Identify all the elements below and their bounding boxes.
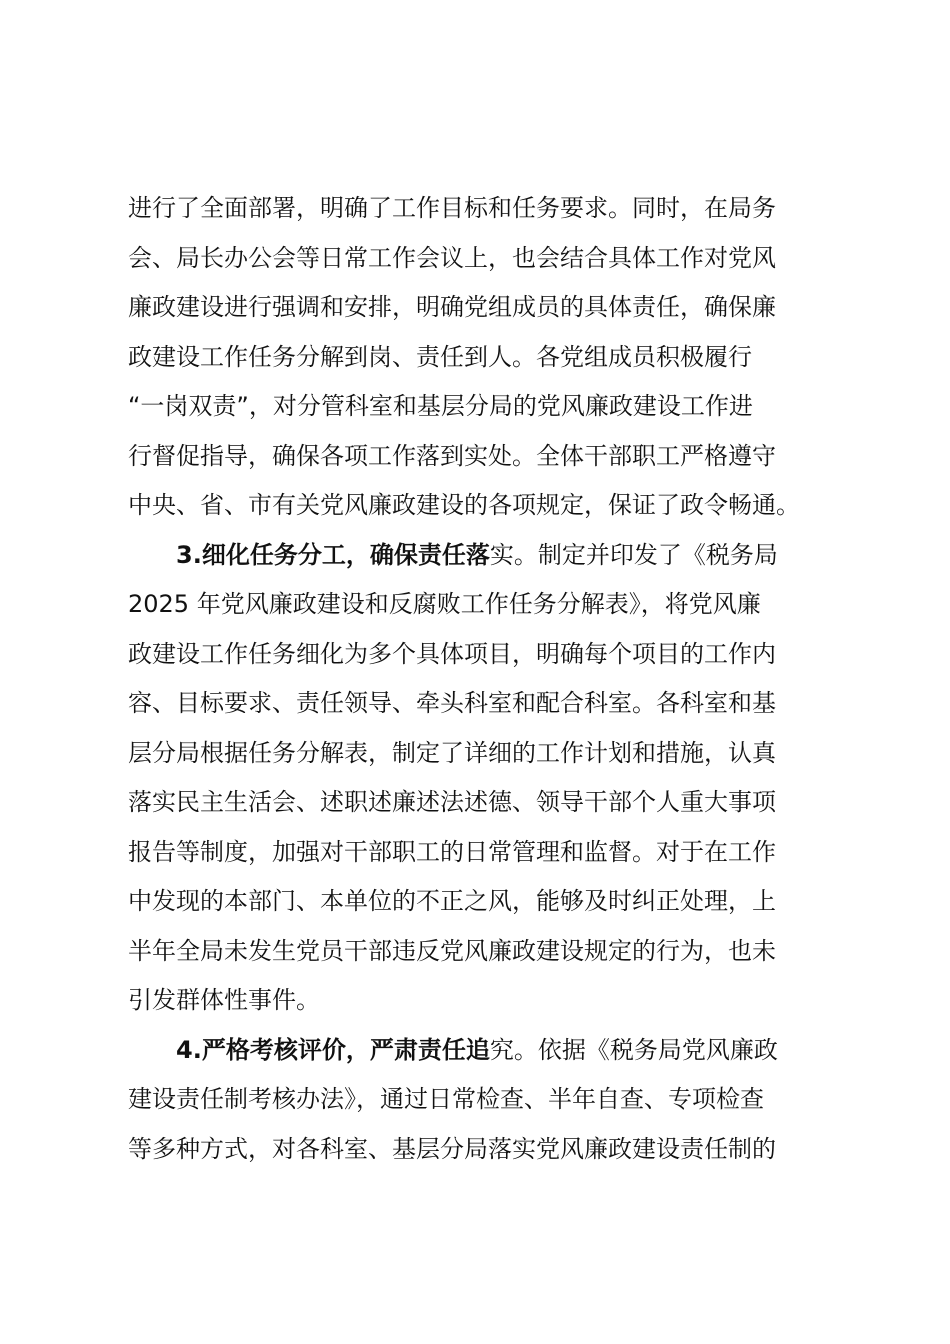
paragraph3-first-line-text: 究。依据《税务局党风廉政 [489,1035,778,1064]
paragraph1-line-1: 进行了全面部署，明确了工作目标和任务要求。同时，在局务 [128,194,776,222]
paragraph3-line-1 [128,1026,832,1076]
paragraph2-first-line-text: 实。制定并印发了《税务局 [489,540,778,569]
paragraph2-line-4: 容、目标要求、责任领导、牵头科室和配合科室。各科室和基 [128,689,776,717]
paragraph2-line-3: 政建设工作任务细化为多个具体项目，明确每个项目的工作内 [128,639,776,668]
section-3-heading: 3.细化任务分工，确保责任落 [176,540,490,569]
paragraph1-line-6: 行督促指导，确保各项工作落到实处。全体干部职工严格遵守 [128,441,776,470]
paragraph2-line-9: 半年全局未发生党员干部违反党风廉政建设规定的行为，也未 [128,936,776,965]
paragraph1-line-7: 中央、省、市有关党风廉政建设的各项规定，保证了政令畅通。 [128,491,800,519]
paragraph1-line-3: 廉政建设进行强调和安排，明确党组成员的具体责任，确保廉 [128,293,776,321]
paragraph2-line-6: 落实民主生活会、述职述廉述法述德、领导干部个人重大事项 [128,788,776,816]
paragraph1-line-5: “一岗双责”，对分管科室和基层分局的党风廉政建设工作进 [128,392,753,420]
paragraph2-line-7: 报告等制度，加强对干部职工的日常管理和监督。对于在工作 [128,837,776,866]
paragraph2-line-2: 2025 年党风廉政建设和反腐败工作任务分解表》，将党风廉 [128,590,761,618]
paragraph3-line-2: 建设责任制考核办法》，通过日常检查、半年自查、专项检查 [128,1085,764,1113]
paragraph1-line-2: 会、局长办公会等日常工作会议上，也会结合具体工作对党风 [128,243,776,272]
paragraph2-line-10: 引发群体性事件。 [128,986,320,1014]
paragraph1-line-4: 政建设工作任务分解到岗、责任到人。各党组成员积极履行 [128,342,752,371]
section-4-heading: 4.严格考核评价，严肃责任追 [176,1035,490,1064]
paragraph2-line-1 [128,531,832,581]
paragraph2-line-8: 中发现的本部门、本单位的不正之风，能够及时纠正处理，上 [128,887,776,915]
paragraph2-line-5: 层分局根据任务分解表，制定了详细的工作计划和措施，认真 [128,738,776,767]
paragraph3-line-3: 等多种方式，对各科室、基层分局落实党风廉政建设责任制的 [128,1134,776,1163]
document-body [128,184,832,1174]
